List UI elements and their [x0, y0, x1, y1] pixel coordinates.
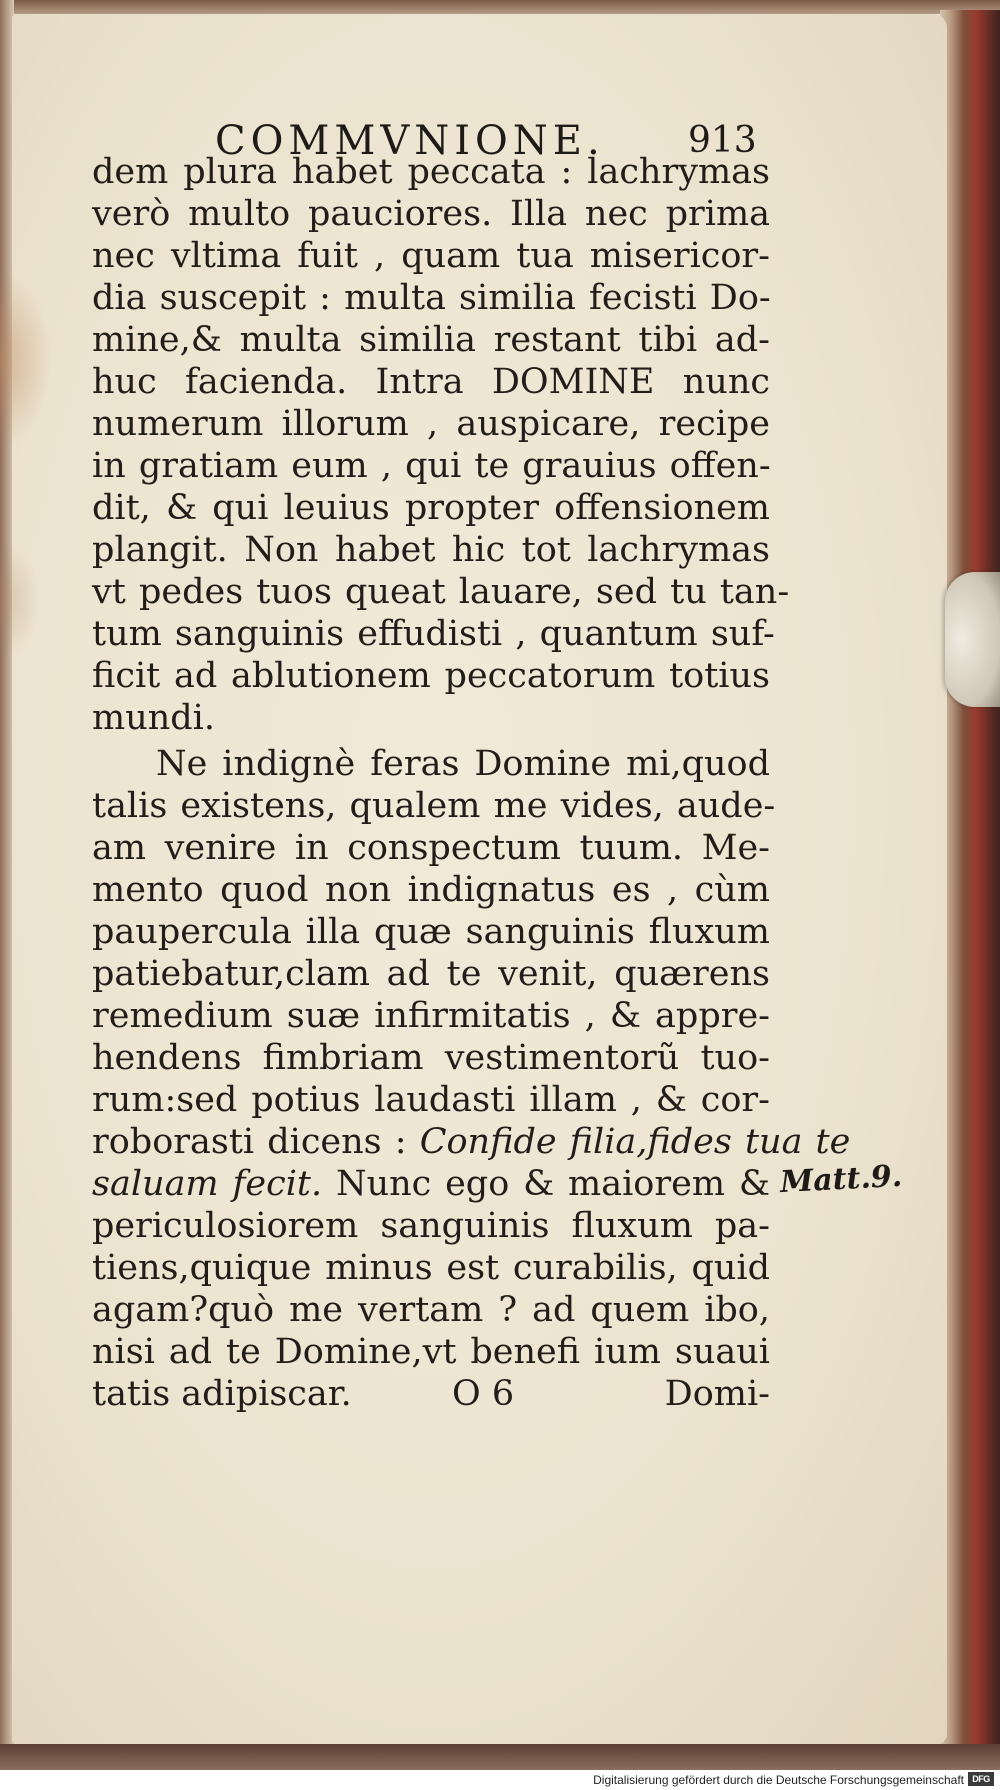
text-line: agam?quò me vertam ? ad quem ibo, — [92, 1290, 770, 1330]
text-segment: tatis adipiscar. — [92, 1374, 352, 1414]
catchword: Domi- — [664, 1374, 770, 1414]
text-line: patiebatur,clam ad te venit, quærens — [92, 954, 770, 994]
dfg-logo: DFG — [968, 1772, 994, 1786]
running-title: COMMVNIONE. — [215, 118, 605, 164]
text-line: plangit. Non habet hic tot lachrymas — [92, 530, 770, 570]
marginal-note: Matt.9. — [779, 1158, 903, 1201]
text-line: hendens fimbriam vestimentorũ tuo- — [92, 1038, 770, 1078]
text-line: nec vltima fuit , quam tua misericor- — [92, 236, 770, 276]
text-line: in gratiam eum , qui te grauius offen- — [92, 446, 771, 486]
text-segment: roborasti dicens : — [92, 1122, 407, 1162]
digitization-credit: Digitalisierung gefördert durch die Deutsche Forschungsgemeinschaft — [593, 1773, 964, 1787]
text-line: mento quod non indignatus es , cùm — [92, 870, 770, 910]
page-number: 913 — [688, 120, 757, 161]
text-line: talis existens, qualem me vides, aude- — [92, 786, 776, 826]
paragraph-start-line: Ne indignè feras Domine mi,quod — [156, 744, 770, 784]
text-line: huc facienda. Intra DOMINE nunc — [92, 362, 770, 402]
text-line: ficit ad ablutionem peccatorum totius — [92, 656, 770, 696]
signature-mark: O 6 — [452, 1374, 515, 1414]
book-clasp — [945, 572, 1000, 707]
italic-quote: saluam fecit. — [92, 1164, 323, 1204]
text-line: am venire in conspectum tuum. Me- — [92, 828, 770, 868]
text-line: nisi ad te Domine,vt benefi ium suaui — [92, 1332, 770, 1372]
text-line: remedium suæ infirmitatis , & appre- — [92, 996, 770, 1036]
text-line: numerum illorum , auspicare, recipe — [92, 404, 770, 444]
text-segment: Nunc ego & maiorem & — [335, 1164, 770, 1204]
text-line: tiens,quique minus est curabilis, quid — [92, 1248, 770, 1288]
text-line-with-quote — [92, 1160, 770, 1208]
book-edge-bottom — [0, 1744, 1000, 1770]
italic-quote: Confide filia,fides tua te — [419, 1122, 851, 1162]
paper-stain — [0, 270, 52, 450]
text-line: tum sanguinis effudisti , quantum suf- — [92, 614, 775, 654]
text-line: mine,& multa similia restant tibi ad- — [92, 320, 770, 360]
text-line: paupercula illa quæ sanguinis fluxum — [92, 912, 770, 952]
paper-stain — [0, 540, 40, 660]
text-line: periculosiorem sanguinis fluxum pa- — [92, 1206, 770, 1246]
text-line: dem plura habet peccata : lachrymas — [92, 152, 770, 192]
text-line: verò multo pauciores. Illa nec prima — [92, 194, 770, 234]
book-edge-right — [940, 10, 1000, 1750]
last-text-line — [92, 1370, 770, 1418]
text-line: dit, & qui leuius propter offensionem — [92, 488, 770, 528]
text-line: dia suscepit : multa similia fecisti Do- — [92, 278, 771, 318]
book-edge-top — [0, 0, 1000, 14]
text-line: rum:sed potius laudasti illam , & cor- — [92, 1080, 770, 1120]
text-line: mundi. — [92, 698, 215, 738]
text-line-with-quote — [92, 1118, 851, 1166]
text-line: vt pedes tuos queat lauare, sed tu tan- — [92, 572, 790, 612]
